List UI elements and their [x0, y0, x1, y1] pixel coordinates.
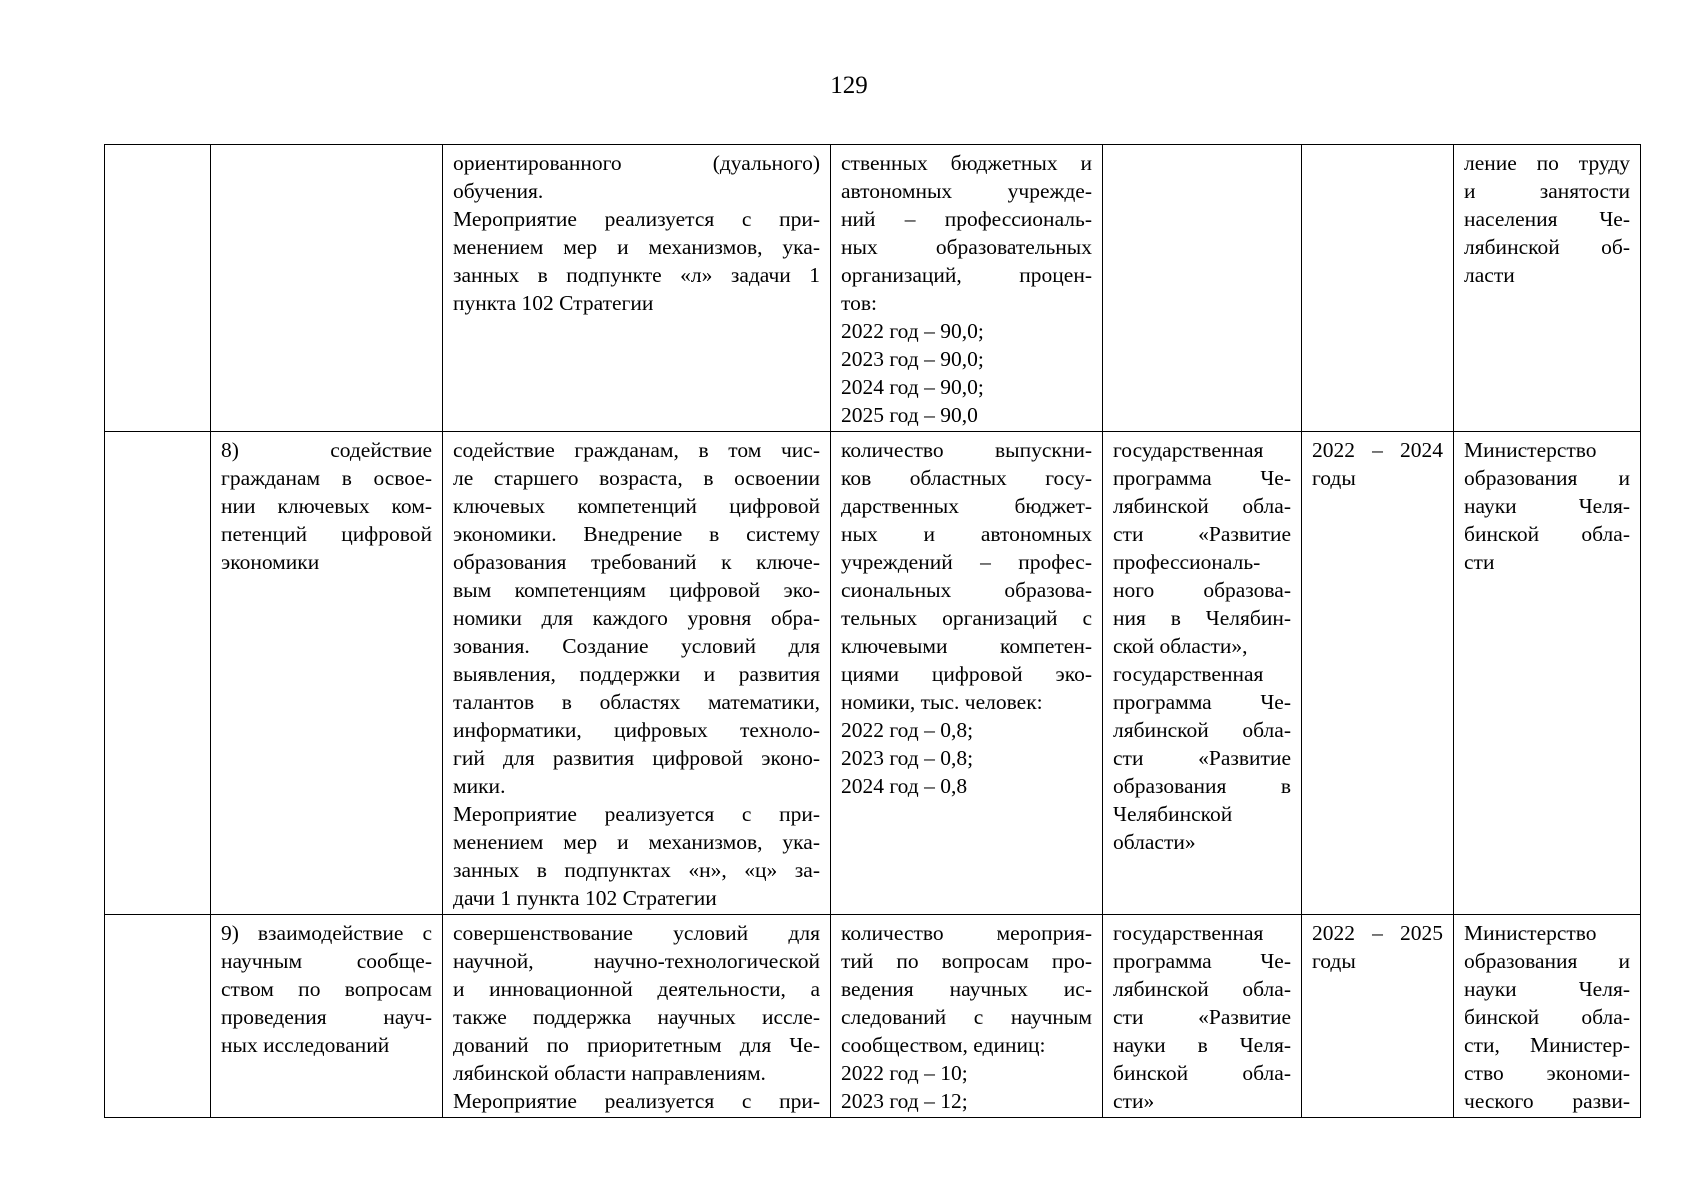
cell-text-line: Мероприятие реализуется с при-	[453, 1089, 820, 1113]
cell-text-line: лябинской обла-	[1113, 494, 1291, 518]
cell-text-line: обучения.	[453, 179, 544, 203]
program-cell	[1103, 915, 1302, 1118]
cell-text-line: сообществом, единиц:	[841, 1033, 1046, 1057]
cell-text-line: экономики	[221, 550, 320, 574]
cell-text-line: сиональных образова-	[841, 578, 1092, 602]
cell-text-line: зования. Создание условий для	[453, 634, 820, 658]
cell-text-line: годы	[1312, 949, 1356, 973]
cell-text-line: 9) взаимодействие с	[221, 921, 432, 945]
cell-text-line: 2023 год – 90,0;	[841, 347, 984, 371]
task-cell	[211, 145, 443, 432]
cell-text-line: талантов в областях математики,	[453, 690, 820, 714]
cell-text-line: 2025 год – 90,0	[841, 403, 978, 427]
number-cell	[105, 915, 211, 1118]
cell-text-line: информатики, цифровых техноло-	[453, 718, 820, 742]
cell-text-line: занных в подпункте «л» задачи 1	[453, 263, 820, 287]
cell-text-line: 2022 год – 0,8;	[841, 718, 974, 742]
cell-text-line: организаций, процен-	[841, 263, 1092, 287]
cell-text-line: Министерство	[1464, 921, 1597, 945]
cell-text-line: тельных организаций с	[841, 606, 1092, 630]
task-cell	[211, 915, 443, 1118]
period-cell	[1302, 145, 1454, 432]
cell-text-line: ведения научных ис-	[841, 977, 1092, 1001]
cell-text-line: ного образова-	[1113, 578, 1291, 602]
cell-text-line: дачи 1 пункта 102 Стратегии	[453, 886, 717, 910]
cell-text-line: нии ключевых ком-	[221, 494, 432, 518]
cell-text-line: сти «Развитие	[1113, 522, 1291, 546]
cell-text-line: дарственных бюджет-	[841, 494, 1092, 518]
cell-text-line: государственная	[1113, 662, 1264, 686]
cell-text-line: лябинской об-	[1464, 235, 1630, 259]
number-cell	[105, 432, 211, 915]
cell-text-line: ориентированного (дуального)	[453, 151, 820, 175]
cell-text-line: Мероприятие реализуется с при-	[453, 207, 820, 231]
period-cell	[1302, 432, 1454, 915]
cell-text-line: тов:	[841, 291, 877, 315]
cell-text-line: государственная	[1113, 921, 1264, 945]
cell-text-line: сти «Развитие	[1113, 746, 1291, 770]
cell-text-line: ков областных госу-	[841, 466, 1092, 490]
cell-text-line: циями цифровой эко-	[841, 662, 1092, 686]
cell-text-line: Министерство	[1464, 438, 1597, 462]
number-cell	[105, 145, 211, 432]
cell-text-line: ний – профессиональ-	[841, 207, 1092, 231]
cell-text-line: 2022 год – 10;	[841, 1061, 968, 1085]
cell-text-line: научным сообще-	[221, 949, 432, 973]
period-cell	[1302, 915, 1454, 1118]
cell-text-line: следований с научным	[841, 1005, 1092, 1029]
measures-table	[104, 144, 1641, 1118]
indicator-cell	[831, 432, 1103, 915]
program-cell	[1103, 145, 1302, 432]
cell-text-line: сти, Министер-	[1464, 1033, 1630, 1057]
cell-text-line: гий для развития цифровой эконо-	[453, 746, 820, 770]
cell-text-line: лябинской области направлениям.	[453, 1061, 766, 1085]
cell-text-line: ных и автономных	[841, 522, 1092, 546]
cell-text-line: науки Челя-	[1464, 977, 1630, 1001]
cell-text-line: тий по вопросам про-	[841, 949, 1092, 973]
cell-text-line: 8) содействие	[221, 438, 432, 462]
indicator-cell	[831, 145, 1103, 432]
cell-text-line: 2023 год – 0,8;	[841, 746, 974, 770]
cell-text-line: и занятости	[1464, 179, 1630, 203]
cell-text-line: бинской обла-	[1464, 1005, 1630, 1029]
cell-text-line: мики.	[453, 774, 506, 798]
cell-text-line: науки Челя-	[1464, 494, 1630, 518]
cell-text-line: номики, тыс. человек:	[841, 690, 1043, 714]
cell-text-line: гражданам в освое-	[221, 466, 432, 490]
cell-text-line: петенций цифровой	[221, 522, 432, 546]
executor-cell	[1454, 432, 1641, 915]
cell-text-line: 2023 год – 12;	[841, 1089, 968, 1113]
cell-text-line: программа Че-	[1113, 690, 1291, 714]
cell-text-line: и инновационной деятельности, а	[453, 977, 820, 1001]
cell-text-line: 2022 – 2024	[1312, 438, 1443, 462]
cell-text-line: населения Че-	[1464, 207, 1630, 231]
cell-text-line: ных образовательных	[841, 235, 1092, 259]
cell-text-line: 2022 год – 90,0;	[841, 319, 984, 343]
cell-text-line: образования в	[1113, 774, 1291, 798]
cell-text-line: ния в Челябин-	[1113, 606, 1291, 630]
measure-cell	[443, 432, 831, 915]
cell-text-line: ле старшего возраста, в освоении	[453, 466, 820, 490]
executor-cell	[1454, 145, 1641, 432]
cell-text-line: области»	[1113, 830, 1196, 854]
cell-text-line: менением мер и механизмов, ука-	[453, 235, 820, 259]
cell-text-line: менением мер и механизмов, ука-	[453, 830, 820, 854]
cell-text-line: занных в подпунктах «н», «ц» за-	[453, 858, 820, 882]
measure-cell	[443, 145, 831, 432]
cell-text-line: ключевых компетенций цифровой	[453, 494, 820, 518]
cell-text-line: ление по труду	[1464, 151, 1630, 175]
cell-text-line: экономики. Внедрение в систему	[453, 522, 820, 546]
table-row	[105, 145, 1641, 432]
cell-text-line: сти	[1464, 550, 1495, 574]
cell-text-line: программа Че-	[1113, 466, 1291, 490]
measure-cell	[443, 915, 831, 1118]
cell-text-line: вым компетенциям цифровой эко-	[453, 578, 820, 602]
cell-text-line: образования и	[1464, 949, 1630, 973]
cell-text-line: Челябинской	[1113, 802, 1233, 826]
cell-text-line: Мероприятие реализуется с при-	[453, 802, 820, 826]
cell-text-line: профессиональ-	[1113, 550, 1261, 574]
cell-text-line: ласти	[1464, 263, 1515, 287]
cell-text-line: 2022 – 2025	[1312, 921, 1443, 945]
cell-text-line: образования требований к ключе-	[453, 550, 820, 574]
cell-text-line: 2024 год – 0,8	[841, 774, 968, 798]
table-row	[105, 915, 1641, 1118]
task-cell	[211, 432, 443, 915]
cell-text-line: учреждений – профес-	[841, 550, 1092, 574]
table-row	[105, 432, 1641, 915]
cell-text-line: выявления, поддержки и развития	[453, 662, 820, 686]
cell-text-line: совершенствование условий для	[453, 921, 820, 945]
cell-text-line: науки в Челя-	[1113, 1033, 1291, 1057]
cell-text-line: также поддержка научных иссле-	[453, 1005, 820, 1029]
cell-text-line: ных исследований	[221, 1033, 390, 1057]
cell-text-line: бинской обла-	[1113, 1061, 1291, 1085]
cell-text-line: образования и	[1464, 466, 1630, 490]
cell-text-line: ческого разви-	[1464, 1089, 1630, 1113]
cell-text-line: количество выпускни-	[841, 438, 1092, 462]
cell-text-line: государственная	[1113, 438, 1264, 462]
cell-text-line: проведения науч-	[221, 1005, 432, 1029]
cell-text-line: количество мероприя-	[841, 921, 1092, 945]
program-cell	[1103, 432, 1302, 915]
cell-text-line: содействие гражданам, в том чис-	[453, 438, 820, 462]
cell-text-line: ственных бюджетных и	[841, 151, 1092, 175]
cell-text-line: 2024 год – 90,0;	[841, 375, 984, 399]
cell-text-line: научной, научно-технологической	[453, 949, 820, 973]
cell-text-line: номики для каждого уровня обра-	[453, 606, 820, 630]
cell-text-line: бинской обла-	[1464, 522, 1630, 546]
cell-text-line: ство экономи-	[1464, 1061, 1630, 1085]
indicator-cell	[831, 915, 1103, 1118]
cell-text-line: дований по приоритетным для Че-	[453, 1033, 820, 1057]
cell-text-line: ством по вопросам	[221, 977, 432, 1001]
cell-text-line: ской области»,	[1113, 634, 1248, 658]
cell-text-line: сти «Развитие	[1113, 1005, 1291, 1029]
page-number: 129	[830, 72, 868, 99]
cell-text-line: лябинской обла-	[1113, 977, 1291, 1001]
cell-text-line: пункта 102 Стратегии	[453, 291, 654, 315]
executor-cell	[1454, 915, 1641, 1118]
cell-text-line: лябинской обла-	[1113, 718, 1291, 742]
cell-text-line: автономных учрежде-	[841, 179, 1092, 203]
cell-text-line: программа Че-	[1113, 949, 1291, 973]
cell-text-line: ключевыми компетен-	[841, 634, 1092, 658]
cell-text-line: годы	[1312, 466, 1356, 490]
cell-text-line: сти»	[1113, 1089, 1155, 1113]
